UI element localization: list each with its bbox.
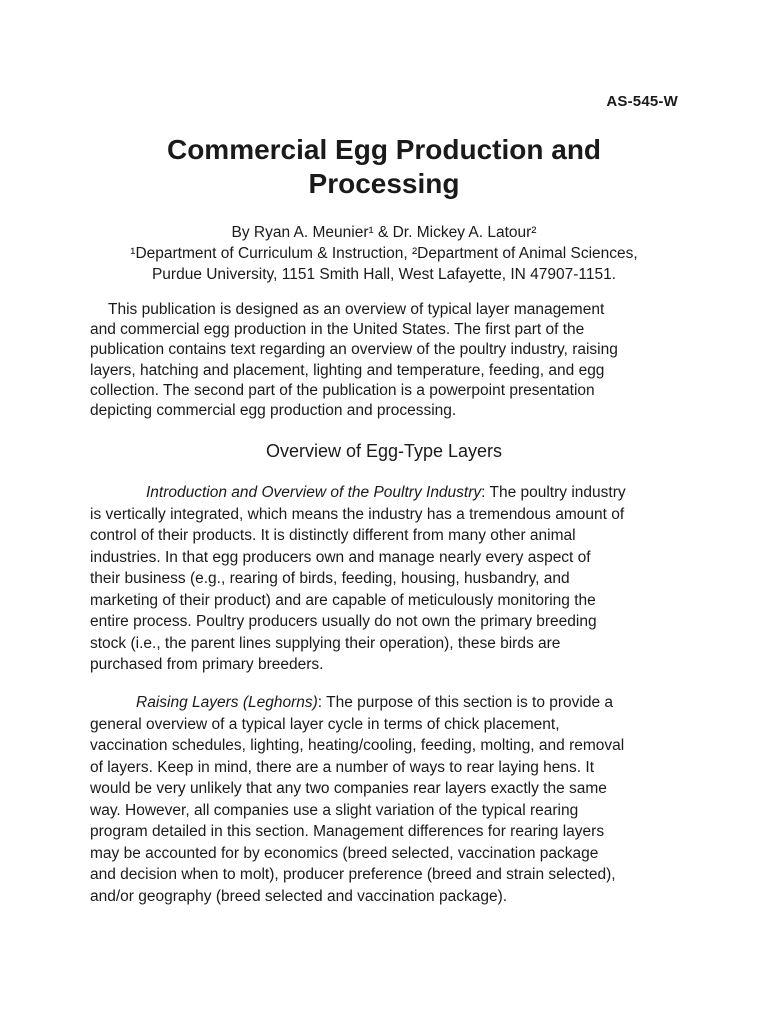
title-line: Commercial Egg Production and: [166, 134, 602, 165]
poultry-industry-paragraph: [90, 482, 680, 676]
intro-paragraph: [90, 300, 680, 421]
document-title: [0, 133, 768, 201]
paragraph-line: and decision when to molt), producer preference (breed and strain selected),: [90, 866, 616, 883]
paragraph-line: may be accounted for by economics (breed selected, vaccination package: [90, 844, 599, 862]
affiliation-line: ¹Department of Curriculum & Instruction, ²Department of Animal Sciences,: [130, 245, 638, 262]
address-line: Purdue University, 1151 Smith Hall, West Lafayette, IN 47907-1151.: [151, 266, 617, 283]
intro-line: layers, hatching and placement, lighting and temperature, feeding, and egg: [90, 361, 605, 379]
author-block: [0, 222, 768, 285]
paragraph-line: would be very unlikely that any two companies rear layers exactly the same: [90, 780, 607, 797]
paragraph-line: general overview of a typical layer cycle in terms of chick placement,: [90, 715, 560, 733]
title-line: Processing: [308, 168, 460, 199]
paragraph-line: industries. In that egg producers own and manage nearly every aspect of: [90, 548, 591, 566]
paragraph-line: vaccination schedules, lighting, heating/cooling, feeding, molting, and removal: [90, 737, 625, 754]
paragraph-line: and/or geography (breed selected and vaccination package).: [90, 887, 508, 905]
paragraph-line: their business (e.g., rearing of birds, feeding, housing, husbandry, and: [90, 570, 570, 587]
intro-line: [90, 300, 680, 320]
raising-layers-paragraph: [90, 692, 680, 907]
paragraph-line: [90, 692, 680, 714]
paragraph-lead: Raising Layers (Leghorns): [136, 694, 318, 711]
intro-line-text: This publication is designed as an overview of typical layer management: [108, 301, 605, 318]
document-number: AS-545-W: [606, 93, 678, 110]
author-line: By Ryan A. Meunier¹ & Dr. Mickey A. Latour²: [231, 224, 537, 241]
paragraph-line: marketing of their product) and are capable of meticulously monitoring the: [90, 591, 596, 609]
paragraph-line: program detailed in this section. Management differences for rearing layers: [90, 823, 605, 840]
section-heading: Overview of Egg-Type Layers: [265, 441, 503, 461]
paragraph-line: stock (i.e., the parent lines supplying their operation), these birds are: [90, 634, 561, 652]
paragraph-line: control of their products. It is distinctly different from many other animal: [90, 527, 576, 544]
paragraph-line: way. However, all companies use a slight variation of the typical rearing: [90, 801, 579, 819]
intro-line: and commercial egg production in the United States. The first part of the: [90, 321, 585, 339]
paragraph-line: [90, 482, 680, 504]
paragraph-line-text: : The purpose of this section is to provide a: [317, 694, 614, 711]
paragraph-line: entire process. Poultry producers usually do not own the primary breeding: [90, 613, 597, 630]
intro-line: collection. The second part of the publication is a powerpoint presentation: [90, 381, 595, 399]
paragraph-line: of layers. Keep in mind, there are a number of ways to rear laying hens. It: [90, 758, 595, 776]
intro-line: depicting commercial egg production and processing.: [90, 402, 457, 420]
paragraph-lead: Introduction and Overview of the Poultry Industry: [146, 484, 482, 501]
paragraph-line-text: : The poultry industry: [481, 484, 626, 501]
intro-line: publication contains text regarding an overview of the poultry industry, raising: [90, 341, 618, 359]
paragraph-line: purchased from primary breeders.: [90, 656, 324, 673]
paragraph-line: is vertically integrated, which means the industry has a tremendous amount of: [90, 505, 625, 523]
